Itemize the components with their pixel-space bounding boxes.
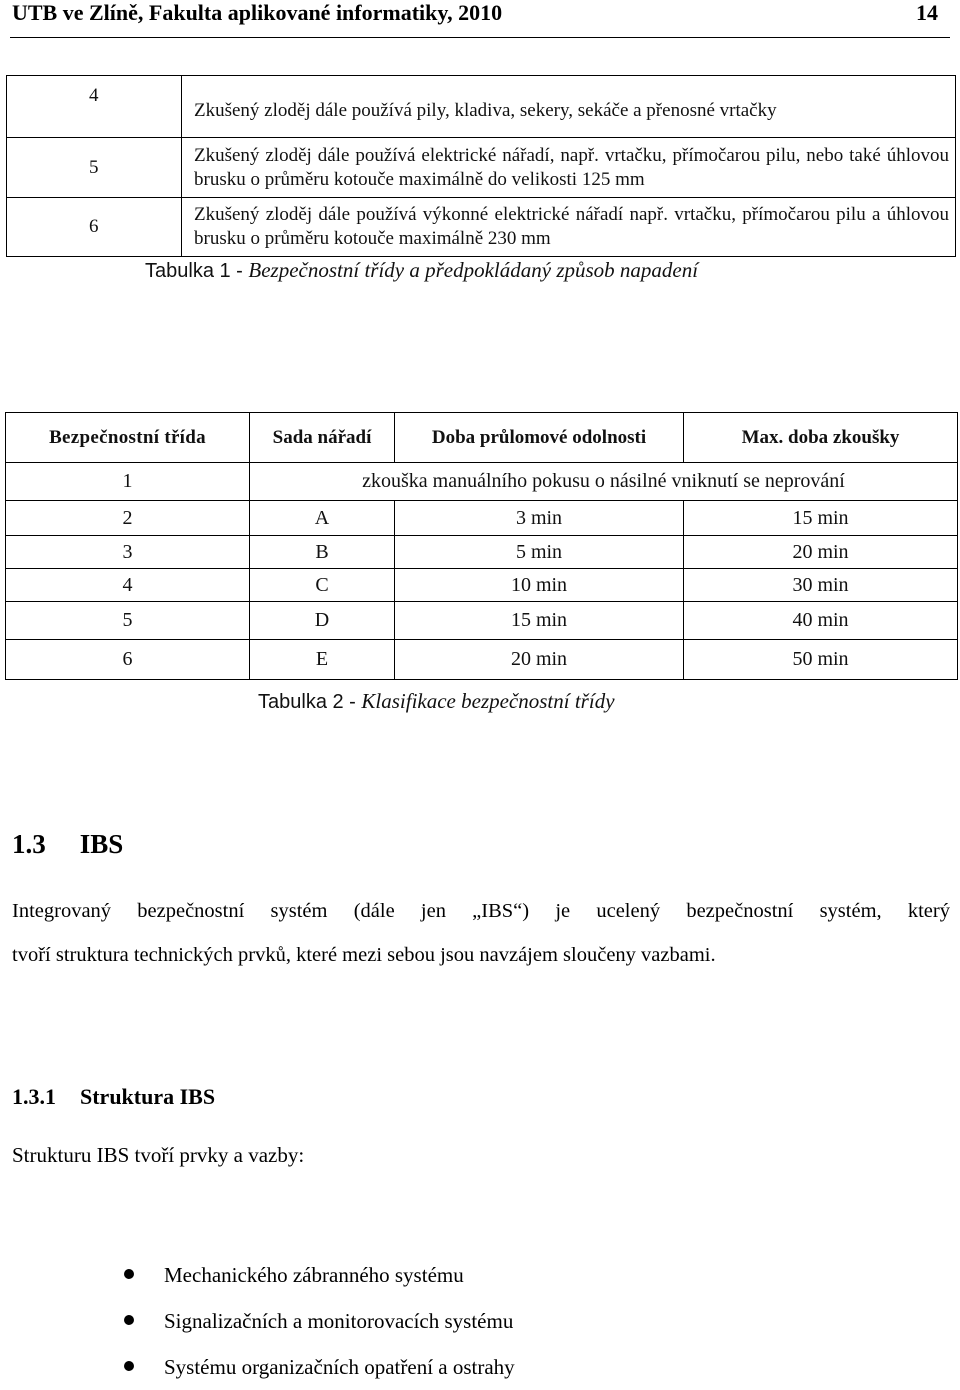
table-header-row — [6, 413, 958, 463]
column-header: Sada nářadí — [250, 413, 395, 463]
attack-description-cell: Zkušený zloděj dále používá výkonné elektrické nářadí např. vrtačku, přímočarou pilu a úhlovou brusku o průměru kotouče maximálně 230 mm — [182, 198, 956, 257]
list-item — [118, 1252, 515, 1298]
table-row — [6, 501, 958, 536]
paragraph-line: tvoří struktura technických prvků, které mezi sebou jsou navzájem sloučeny vazbami. — [12, 944, 716, 966]
tools-cell: B — [250, 536, 395, 569]
caption-prefix: Tabulka 2 - — [258, 691, 362, 713]
merged-note-cell: zkouška manuálního pokusu o násilné vniknutí se neprování — [250, 463, 958, 501]
table-row — [6, 536, 958, 569]
section-heading — [12, 829, 123, 860]
resistance-cell: 20 min — [395, 640, 684, 680]
table-row — [7, 138, 956, 198]
bullet-icon — [124, 1269, 134, 1279]
class-cell: 4 — [7, 76, 182, 138]
subsection-title: Struktura IBS — [80, 1084, 216, 1109]
section-title: IBS — [79, 829, 124, 859]
list-item — [118, 1298, 515, 1344]
table-row — [7, 198, 956, 257]
table-row — [6, 463, 958, 501]
table-row — [6, 569, 958, 602]
tools-cell: C — [250, 569, 395, 602]
resistance-cell: 3 min — [395, 501, 684, 536]
table-row — [6, 640, 958, 680]
class-cell: 2 — [6, 501, 250, 536]
header-rule — [10, 37, 950, 38]
column-header: Doba průlomové odolnosti — [395, 413, 684, 463]
list-item-text: Mechanického zábranného systému — [164, 1263, 464, 1287]
class-cell: 5 — [7, 138, 182, 198]
paragraph-line: Integrovaný bezpečnostní systém (dále jen „IBS“) je ucelený bezpečnostní systém, který — [12, 900, 950, 922]
max-test-cell: 50 min — [684, 640, 958, 680]
list-item-text: Systému organizačních opatření a ostrahy — [164, 1355, 515, 1379]
structure-bullet-list — [118, 1252, 515, 1390]
resistance-cell: 10 min — [395, 569, 684, 602]
bullet-icon — [124, 1361, 134, 1371]
tools-cell: A — [250, 501, 395, 536]
class-cell: 4 — [6, 569, 250, 602]
subsection-number: 1.3.1 — [12, 1084, 56, 1109]
max-test-cell: 40 min — [684, 602, 958, 640]
caption-prefix: Tabulka 1 - — [145, 260, 249, 282]
ibs-paragraph — [12, 889, 950, 977]
tools-cell: E — [250, 640, 395, 680]
attack-description-cell: Zkušený zloděj dále používá pily, kladiva, sekery, sekáče a přenosné vrtačky — [182, 76, 956, 138]
section-number: 1.3 — [12, 829, 46, 859]
resistance-cell: 15 min — [395, 602, 684, 640]
security-classes-table — [6, 75, 956, 257]
classification-table — [5, 412, 958, 680]
tools-cell: D — [250, 602, 395, 640]
max-test-cell: 30 min — [684, 569, 958, 602]
column-header: Bezpečnostní třída — [6, 413, 250, 463]
list-item — [118, 1344, 515, 1390]
running-header-title: UTB ve Zlíně, Fakulta aplikované informatiky, 2010 — [12, 0, 503, 25]
class-cell: 6 — [6, 640, 250, 680]
resistance-cell: 5 min — [395, 536, 684, 569]
caption-title: Bezpečnostní třídy a předpokládaný způsob napadení — [248, 258, 699, 282]
list-item-text: Signalizačních a monitorovacích systému — [164, 1309, 514, 1333]
class-cell: 5 — [6, 602, 250, 640]
table-row — [6, 602, 958, 640]
class-cell: 1 — [6, 463, 250, 501]
class-cell: 6 — [7, 198, 182, 257]
structure-intro: Strukturu IBS tvoří prvky a vazby: — [12, 1143, 305, 1167]
page-number: 14 — [916, 0, 938, 25]
table-row — [7, 76, 956, 138]
class-cell: 3 — [6, 536, 250, 569]
caption-title: Klasifikace bezpečnostní třídy — [361, 689, 615, 713]
max-test-cell: 20 min — [684, 536, 958, 569]
column-header: Max. doba zkoušky — [684, 413, 958, 463]
table2-caption — [258, 689, 615, 714]
max-test-cell: 15 min — [684, 501, 958, 536]
attack-description-cell: Zkušený zloděj dále používá elektrické nářadí, např. vrtačku, přímočarou pilu, nebo také úhlovou brusku o průměru kotouče maximálně do velikosti 125 mm — [182, 138, 956, 198]
subsection-heading — [12, 1084, 215, 1110]
bullet-icon — [124, 1315, 134, 1325]
table1-caption — [145, 258, 698, 283]
